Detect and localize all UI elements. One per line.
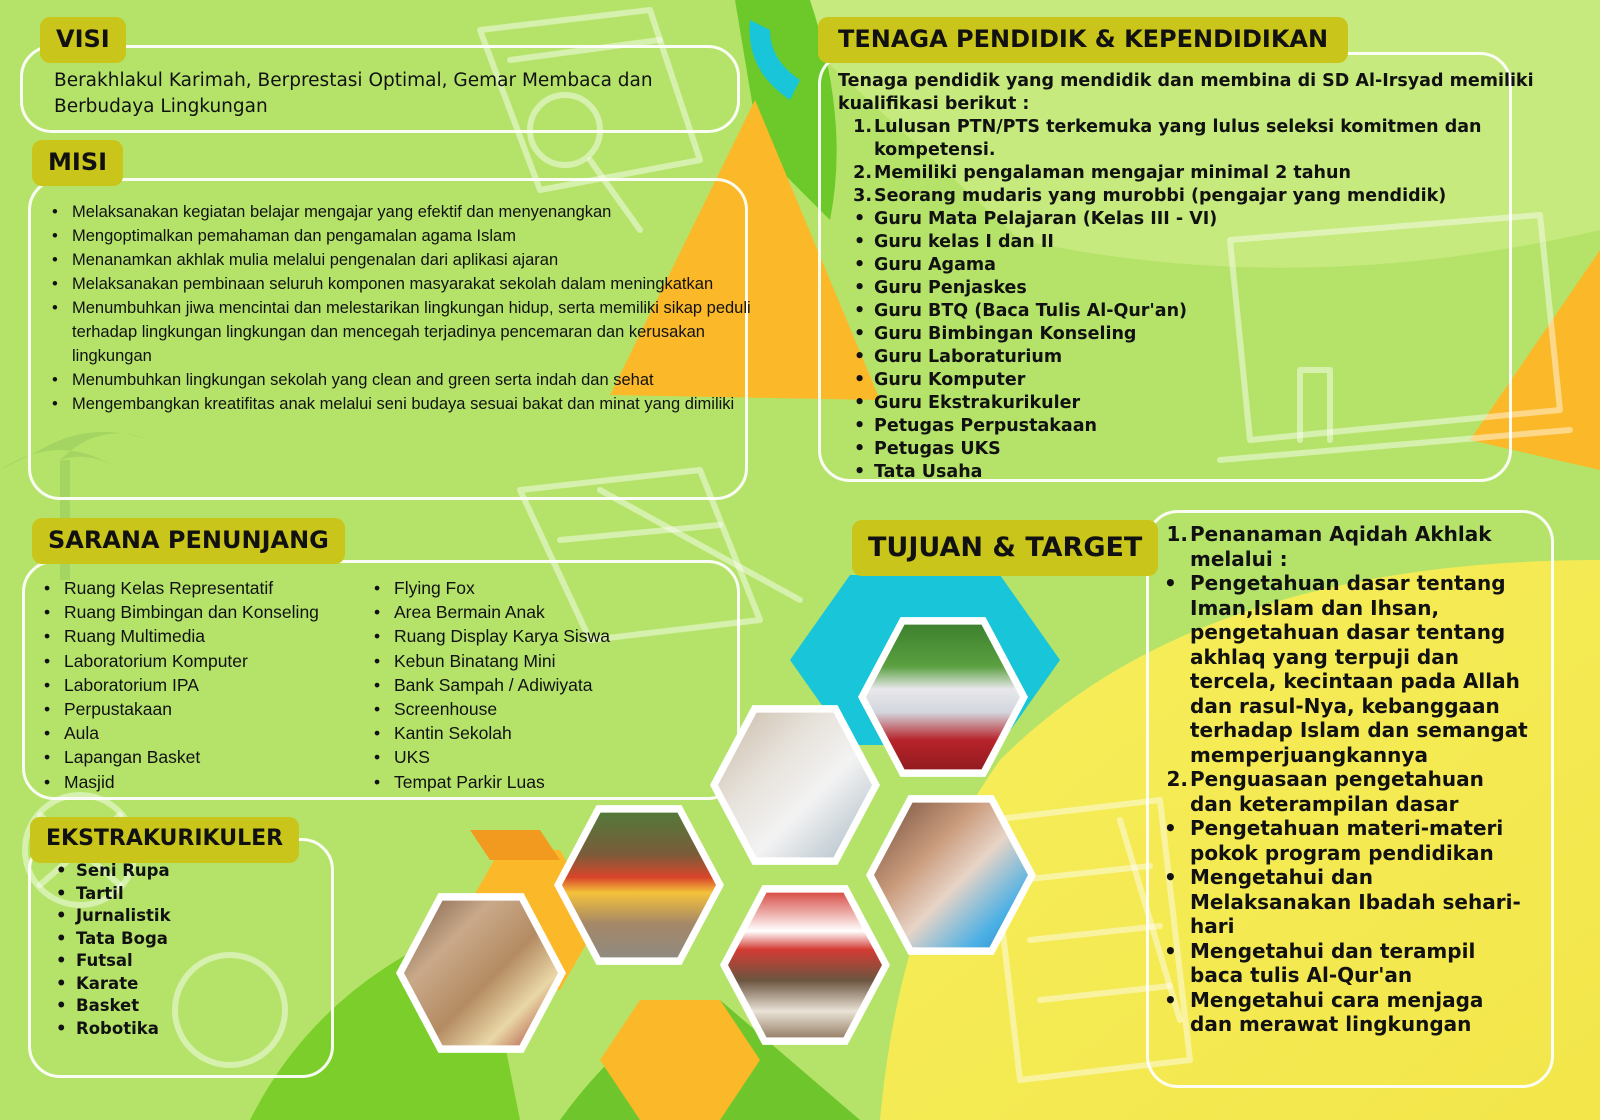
list-item: • Mengetahui cara menjaga dan merawat lingkungan [1190, 988, 1530, 1037]
list-item: • Tartil [76, 883, 171, 906]
list-item: • Laboratorium IPA [64, 673, 319, 697]
misi-heading: MISI [32, 140, 123, 186]
list-number: 1. [853, 117, 872, 137]
list-item: • Guru Komputer [874, 369, 1558, 392]
tujuan-list [1166, 767, 1530, 816]
list-item [853, 185, 1558, 208]
list-number: 2. [1166, 767, 1188, 791]
tenaga-intro: Tenaga pendidik yang mendidik dan membina di SD Al-Irsyad memiliki kualifikasi berikut : [838, 71, 1534, 114]
list-item: • Jurnalistik [76, 905, 171, 928]
list-item: • Area Bermain Anak [394, 600, 610, 624]
list-item: • Tata Usaha [874, 461, 1558, 484]
list-item: • Karate [76, 973, 171, 996]
list-item: • Tempat Parkir Luas [394, 770, 610, 794]
list-item: • Lapangan Basket [64, 745, 319, 769]
list-item: • Mengetahui dan Melaksanakan Ibadah sehari-hari [1190, 865, 1530, 939]
sarana-heading: SARANA PENUNJANG [32, 518, 345, 564]
visi-heading: VISI [40, 17, 126, 63]
list-item: • Guru Ekstrakurikuler [874, 392, 1558, 415]
tujuan-heading: TUJUAN & TARGET [852, 520, 1158, 576]
tujuan-bullets-1 [1190, 571, 1530, 767]
misi-list [72, 200, 752, 416]
list-item: • Seni Rupa [76, 860, 171, 883]
list-item: • UKS [394, 745, 610, 769]
list-text: Lulusan PTN/PTS terkemuka yang lulus seleksi komitmen dan kompetensi. [874, 117, 1482, 160]
list-item: • Ruang Display Karya Siswa [394, 624, 610, 648]
tenaga-numbered-list [853, 116, 1558, 208]
list-item: • Menumbuhkan lingkungan sekolah yang clean and green serta indah dan sehat [72, 368, 752, 392]
tujuan-content [1166, 522, 1530, 1037]
list-text: Seorang mudaris yang murobbi (pengajar yang mendidik) [874, 186, 1447, 206]
ekstra-heading: EKSTRAKURIKULER [30, 817, 299, 863]
list-item: • Pengetahuan materi-materi pokok program pendidikan [1190, 816, 1530, 865]
list-item: • Aula [64, 721, 319, 745]
list-item: • Futsal [76, 950, 171, 973]
list-item: • Screenhouse [394, 697, 610, 721]
list-item: • Ruang Kelas Representatif [64, 576, 319, 600]
list-item: • Flying Fox [394, 576, 610, 600]
list-item: • Guru kelas I dan II [874, 231, 1558, 254]
list-text: Memiliki pengalaman mengajar minimal 2 tahun [874, 163, 1351, 183]
list-item: • Perpustakaan [64, 697, 319, 721]
list-item: • Melaksanakan pembinaan seluruh komponen masyarakat sekolah dalam meningkatkan [72, 272, 752, 296]
list-item: • Guru Agama [874, 254, 1558, 277]
list-item: • Guru Bimbingan Konseling [874, 323, 1558, 346]
list-item: • Melaksanakan kegiatan belajar mengajar yang efektif dan menyenangkan [72, 200, 752, 224]
list-item: • Petugas UKS [874, 438, 1558, 461]
list-item: • Ruang Multimedia [64, 624, 319, 648]
list-item: • Robotika [76, 1018, 171, 1041]
visi-text: Berakhlakul Karimah, Berprestasi Optimal, Gemar Membaca dan Berbudaya Lingkungan [54, 70, 653, 117]
list-item: • Kantin Sekolah [394, 721, 610, 745]
list-item: • Masjid [64, 770, 319, 794]
list-item: • Menanamkan akhlak mulia melalui pengenalan dari aplikasi ajaran [72, 248, 752, 272]
list-item [1166, 767, 1530, 816]
list-item: • Kebun Binatang Mini [394, 649, 610, 673]
tujuan-bullets-2 [1190, 816, 1530, 1037]
list-item: • Menumbuhkan jiwa mencintai dan melestarikan lingkungan hidup, serta memiliki sikap peduli terhadap lingkungan lingkungan dan mencegah terjadinya pencemaran dan kerusakan lingkungan [72, 296, 752, 368]
sarana-list-col1 [64, 576, 319, 794]
list-item: • Guru Mata Pelajaran (Kelas III - VI) [874, 208, 1558, 231]
tujuan-list [1166, 522, 1530, 571]
list-item: • Tata Boga [76, 928, 171, 951]
list-item: • Petugas Perpustakaan [874, 415, 1558, 438]
list-item: • Laboratorium Komputer [64, 649, 319, 673]
list-number: 3. [853, 186, 872, 206]
list-item: • Guru Penjaskes [874, 277, 1558, 300]
tenaga-bullet-list [874, 208, 1558, 484]
list-text: Penanaman Aqidah Akhlak melalui : [1190, 522, 1492, 571]
list-item: • Basket [76, 995, 171, 1018]
ekstra-list [76, 860, 171, 1040]
list-item: • Mengembangkan kreatifitas anak melalui seni budaya sesuai bakat dan minat yang dimiliki [72, 392, 752, 416]
list-number: 2. [853, 163, 872, 183]
tenaga-content [838, 70, 1558, 484]
list-item [853, 162, 1558, 185]
list-item: • Guru BTQ (Baca Tulis Al-Qur'an) [874, 300, 1558, 323]
list-item: • Ruang Bimbingan dan Konseling [64, 600, 319, 624]
list-text: Penguasaan pengetahuan dan keterampilan dasar [1190, 767, 1484, 816]
tenaga-heading: TENAGA PENDIDIK & KEPENDIDIKAN [818, 17, 1348, 63]
list-number: 1. [1166, 522, 1188, 546]
list-item: • Guru Laboraturium [874, 346, 1558, 369]
list-item [1166, 522, 1530, 571]
sarana-list-col2 [394, 576, 610, 794]
list-item: • Mengetahui dan terampil baca tulis Al-Qur'an [1190, 939, 1530, 988]
list-item: • Bank Sampah / Adiwiyata [394, 673, 610, 697]
list-item: • Mengoptimalkan pemahaman dan pengamalan agama Islam [72, 224, 752, 248]
ekstra-box [28, 838, 334, 1078]
list-item [853, 116, 1558, 162]
list-item: • Pengetahuan dasar tentang Iman,Islam dan Ihsan, pengetahuan dasar tentang akhlaq yang terpuji dan tercela, kecintaan pada Allah dan rasul-Nya, kebanggaan terhadap Islam dan semangat memperjuangkannya [1190, 571, 1530, 767]
